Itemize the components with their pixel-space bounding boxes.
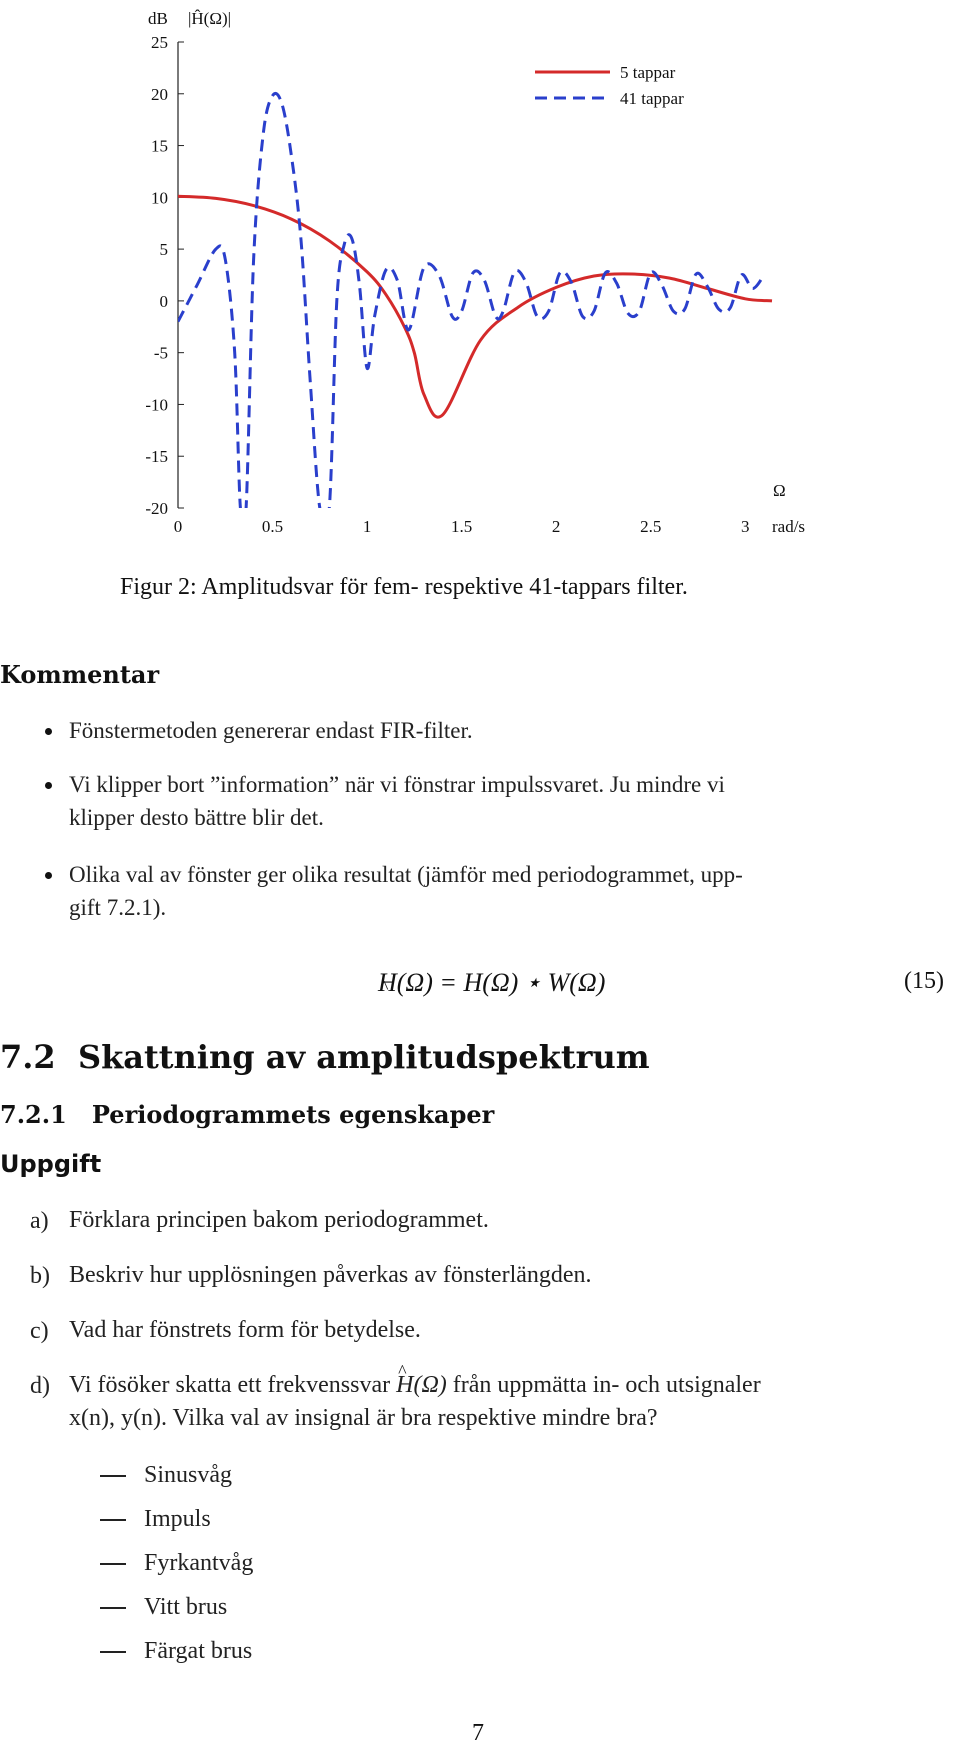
y-tick-label: -15	[145, 447, 168, 467]
dash-marker	[100, 1607, 126, 1609]
y-tick-label: -5	[153, 343, 168, 363]
list-item-5	[100, 1638, 252, 1665]
dash-marker	[100, 1651, 126, 1653]
list-item-label: Sinusvåg	[144, 1462, 233, 1488]
x-tick-label: 1	[362, 517, 372, 536]
question-b-label: b)	[30, 1263, 50, 1289]
page-number: 7	[472, 1720, 484, 1746]
list-item-label: Impuls	[144, 1506, 211, 1532]
question-a-text: Förklara principen bakom periodogrammet.	[69, 1207, 489, 1233]
y-tick-label: 10	[151, 188, 168, 208]
subsection-number: 7.2.1	[0, 1100, 67, 1129]
bullet-dot-2	[45, 782, 52, 789]
y-axis-label: |Ĥ(Ω)|	[188, 9, 232, 28]
question-d-line-1	[69, 1369, 761, 1402]
series-line-5-tappar	[178, 196, 772, 417]
equation-number: (15)	[904, 968, 944, 994]
question-c-text: Vad har fönstrets form för betydelse.	[69, 1317, 421, 1343]
list-item-4	[100, 1594, 227, 1621]
x-axis-unit: rad/s	[772, 517, 806, 536]
list-item-1	[100, 1462, 232, 1489]
y-tick-label: -20	[145, 499, 168, 518]
equation-text: H(Ω) = H(Ω) ⋆ W(Ω)	[378, 968, 606, 997]
question-d-symbol: ^ H(Ω)	[396, 1369, 447, 1402]
section-heading	[0, 1038, 650, 1076]
x-tick-label: 1.5	[450, 517, 473, 536]
list-item-3	[100, 1550, 253, 1577]
x-tick-label: 2	[551, 517, 561, 536]
y-tick-label: 5	[159, 240, 168, 260]
x-tick-label: 0	[173, 517, 183, 536]
legend-label: 5 tappar	[620, 63, 676, 82]
list-item-label: Fyrkantvåg	[144, 1550, 254, 1576]
bullet-2-line-1: Vi klipper bort ”information” när vi fönstrar impulssvaret. Ju mindre vi	[69, 772, 725, 797]
list-item-label: Vitt brus	[144, 1594, 228, 1620]
list-item-2	[100, 1506, 211, 1533]
bullet-dot-1	[45, 728, 52, 735]
bullet-1-line-1: Fönstermetoden genererar endast FIR-filter.	[69, 718, 473, 743]
question-d-label: d)	[30, 1373, 50, 1399]
list-item-label: Färgat brus	[144, 1638, 253, 1664]
equation	[378, 968, 605, 998]
question-a-label: a)	[30, 1208, 49, 1234]
chart-axes	[178, 42, 184, 508]
y-tick-label: 20	[151, 84, 168, 104]
bullet-dot-3	[45, 872, 52, 879]
figure-caption: Figur 2: Amplitudsvar för fem- respektive 41-tappars filter.	[120, 574, 688, 600]
uppgift-heading: Uppgift	[0, 1150, 102, 1178]
chart-legend	[535, 63, 684, 108]
subsection-title: Periodogrammets egenskaper	[91, 1100, 495, 1129]
x-axis-symbol: Ω	[773, 481, 786, 500]
dash-marker	[100, 1563, 126, 1565]
x-tick-label: 2.5	[640, 517, 662, 536]
question-d-line-2: x(n), y(n). Vilka val av insignal är bra respektive mindre bra?	[69, 1405, 658, 1431]
kommentar-heading: Kommentar	[0, 660, 160, 689]
y-tick-label: 25	[151, 33, 168, 52]
question-c-label: c)	[30, 1318, 49, 1344]
dash-marker	[100, 1475, 126, 1477]
y-tick-label: 0	[159, 291, 168, 311]
x-tick-label: 0.5	[261, 517, 284, 536]
bullet-2-line-2: klipper desto bättre blir det.	[69, 805, 324, 830]
y-tick-label: -10	[145, 395, 168, 415]
y-axis-unit: dB	[148, 9, 168, 28]
question-d-pre: Vi fösöker skatta ett frekvenssvar	[69, 1372, 397, 1398]
question-b-text: Beskriv hur upplösningen påverkas av fönsterlängden.	[69, 1262, 592, 1288]
section-number: 7.2	[0, 1038, 56, 1076]
subsection-heading	[0, 1100, 494, 1129]
legend-label: 41 tappar	[620, 89, 684, 108]
section-title: Skattning av amplitudspektrum	[77, 1038, 650, 1076]
amplitude-response-chart	[0, 0, 960, 560]
x-tick-label: 3	[740, 517, 750, 536]
bullet-3-line-1: Olika val av fönster ger olika resultat (jämför med periodogrammet, upp-	[69, 862, 743, 887]
dash-marker	[100, 1519, 126, 1521]
question-d-post: från uppmätta in- och utsignaler	[446, 1372, 761, 1398]
series-layer	[178, 93, 772, 533]
series-line-41-tappar	[178, 93, 764, 533]
bullet-3-line-2: gift 7.2.1).	[69, 895, 167, 920]
y-tick-label: 15	[151, 136, 168, 156]
